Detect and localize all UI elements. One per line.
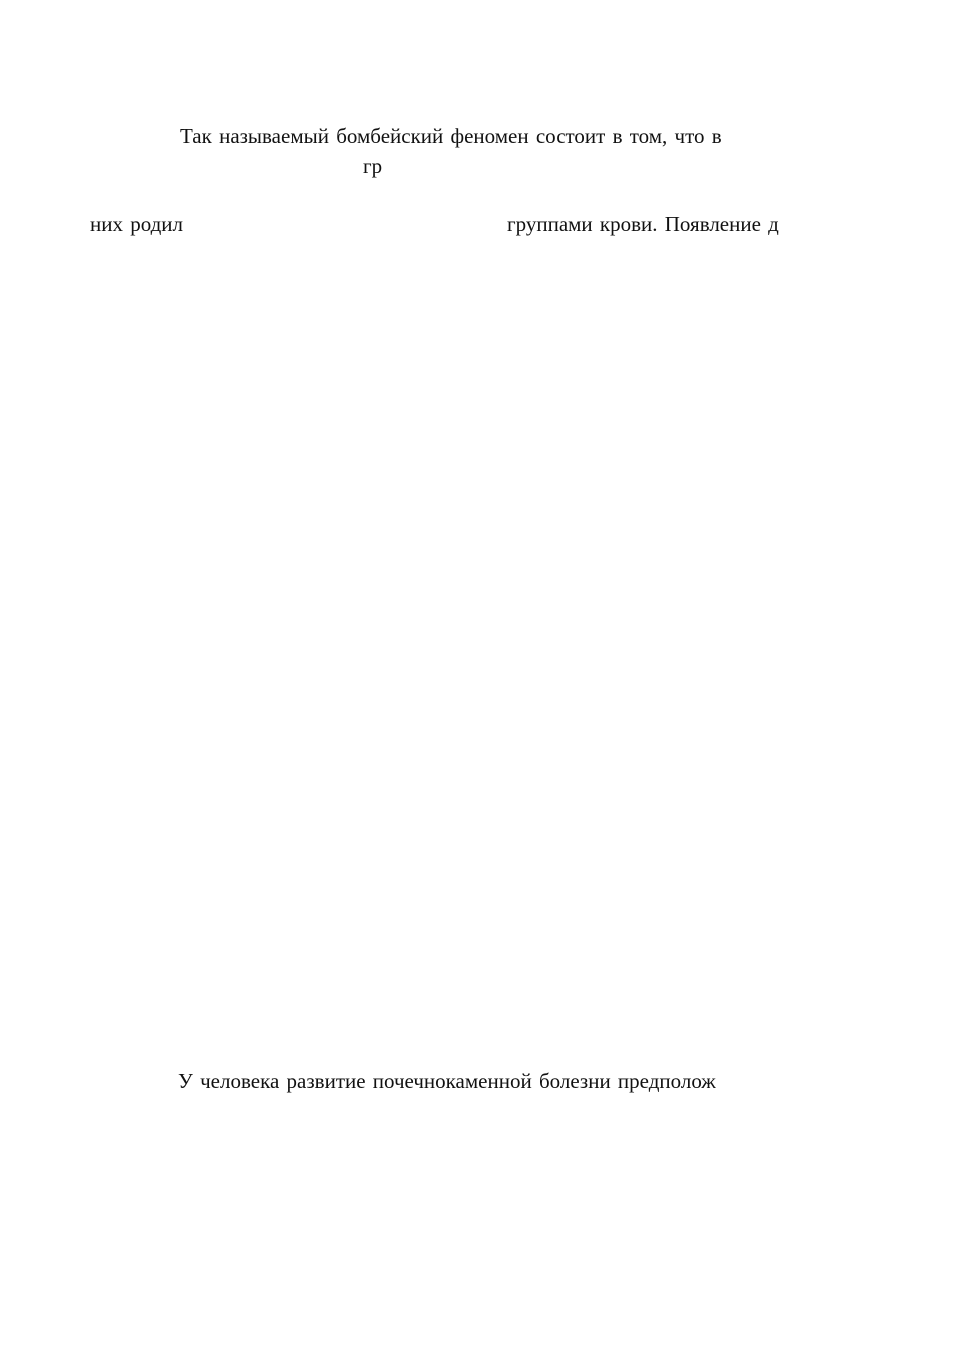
paragraph-1-line-2: гр [363,154,383,178]
paragraph-1-line-3-right: группами крови. Появление д [507,212,779,236]
paragraph-1-line-3-left: них родил [90,212,184,236]
paragraph-1-line-1: Так называемый бомбейский феномен состоит в том, что в [180,124,722,148]
paragraph-2-line-1: У человека развитие почечнокаменной болезни предполож [178,1069,716,1093]
